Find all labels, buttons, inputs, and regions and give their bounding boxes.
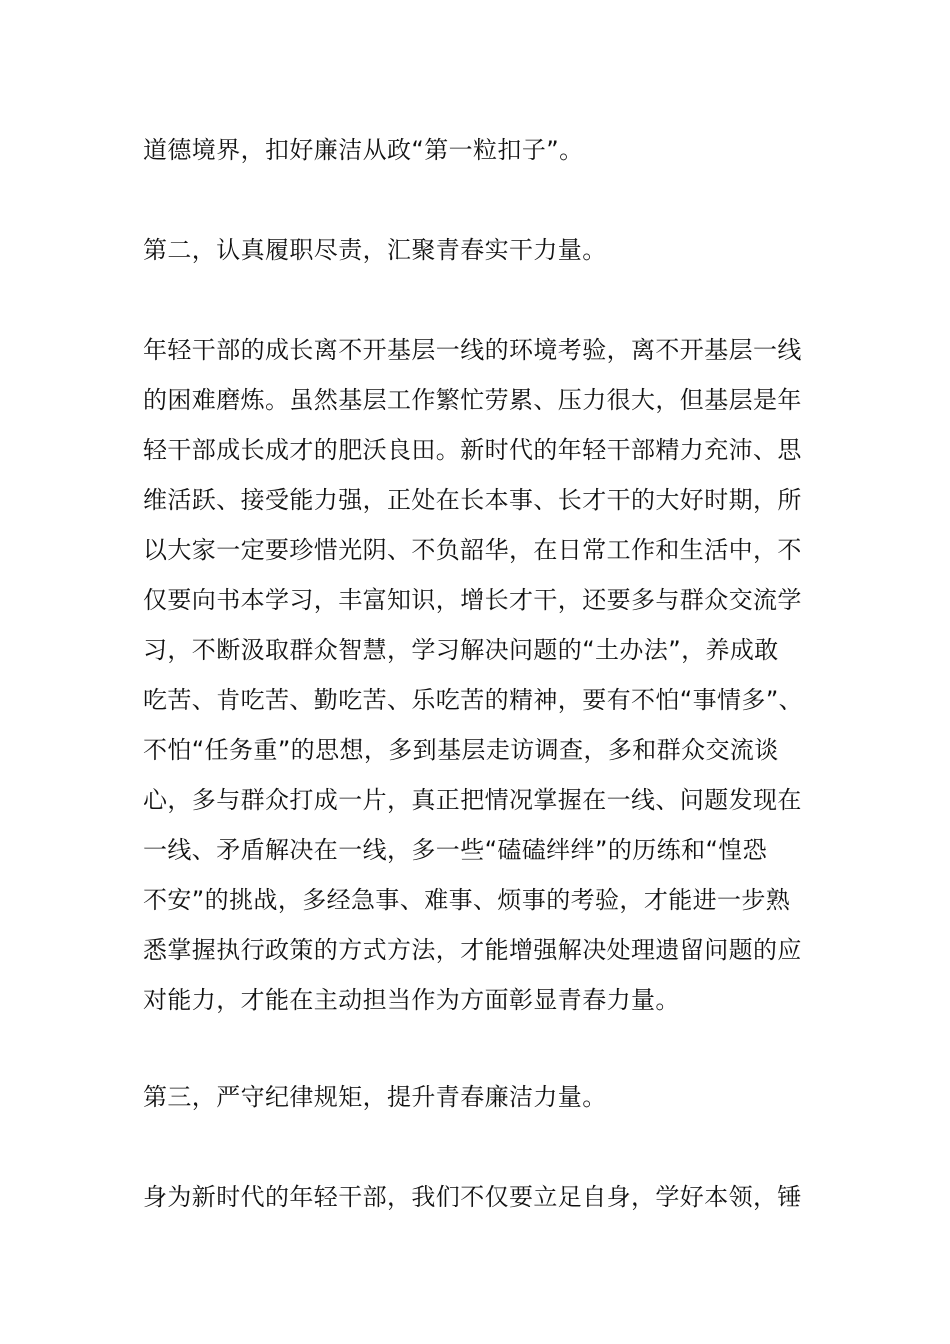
paragraph-line: 不安”的挑战，多经急事、难事、烦事的考验，才能进一步熟	[143, 886, 791, 914]
paragraph-line: 悉掌握执行政策的方式方法，才能增强解决处理遗留问题的应	[143, 936, 802, 964]
paragraph-line: 年轻干部的成长离不开基层一线的环境考验，离不开基层一线	[143, 336, 802, 364]
paragraph-line: 吃苦、肯吃苦、勤吃苦、乐吃苦的精神，要有不怕“事情多”、	[143, 686, 804, 714]
paragraph-line: 心，多与群众打成一片，真正把情况掌握在一线、问题发现在	[143, 786, 802, 814]
paragraph-line: 对能力，才能在主动担当作为方面彰显青春力量。	[143, 986, 680, 1014]
section-heading: 第二，认真履职尽责，汇聚青春实干力量。	[143, 236, 607, 264]
paragraph-line: 道德境界，扣好廉洁从政“第一粒扣子”。	[143, 136, 584, 164]
paragraph-line: 习，不断汲取群众智慧，学习解决问题的“土办法”，养成敢	[143, 636, 779, 664]
paragraph-line: 以大家一定要珍惜光阴、不负韶华，在日常工作和生活中，不	[143, 536, 802, 564]
section-heading: 第三，严守纪律规矩，提升青春廉洁力量。	[143, 1083, 607, 1111]
paragraph-line: 一线、矛盾解决在一线，多一些“磕磕绊绊”的历练和“惶恐	[143, 836, 768, 864]
paragraph-line: 不怕“任务重”的思想，多到基层走访调查，多和群众交流谈	[143, 736, 779, 764]
paragraph-line: 的困难磨炼。虽然基层工作繁忙劳累、压力很大，但基层是年	[143, 386, 802, 414]
paragraph-line: 轻干部成长成才的肥沃良田。新时代的年轻干部精力充沛、思	[143, 436, 802, 464]
paragraph-line: 维活跃、接受能力强，正处在长本事、长才干的大好时期，所	[143, 486, 802, 514]
paragraph-line: 仅要向书本学习，丰富知识，增长才干，还要多与群众交流学	[143, 586, 802, 614]
paragraph-line: 身为新时代的年轻干部，我们不仅要立足自身，学好本领，锤	[143, 1183, 802, 1211]
